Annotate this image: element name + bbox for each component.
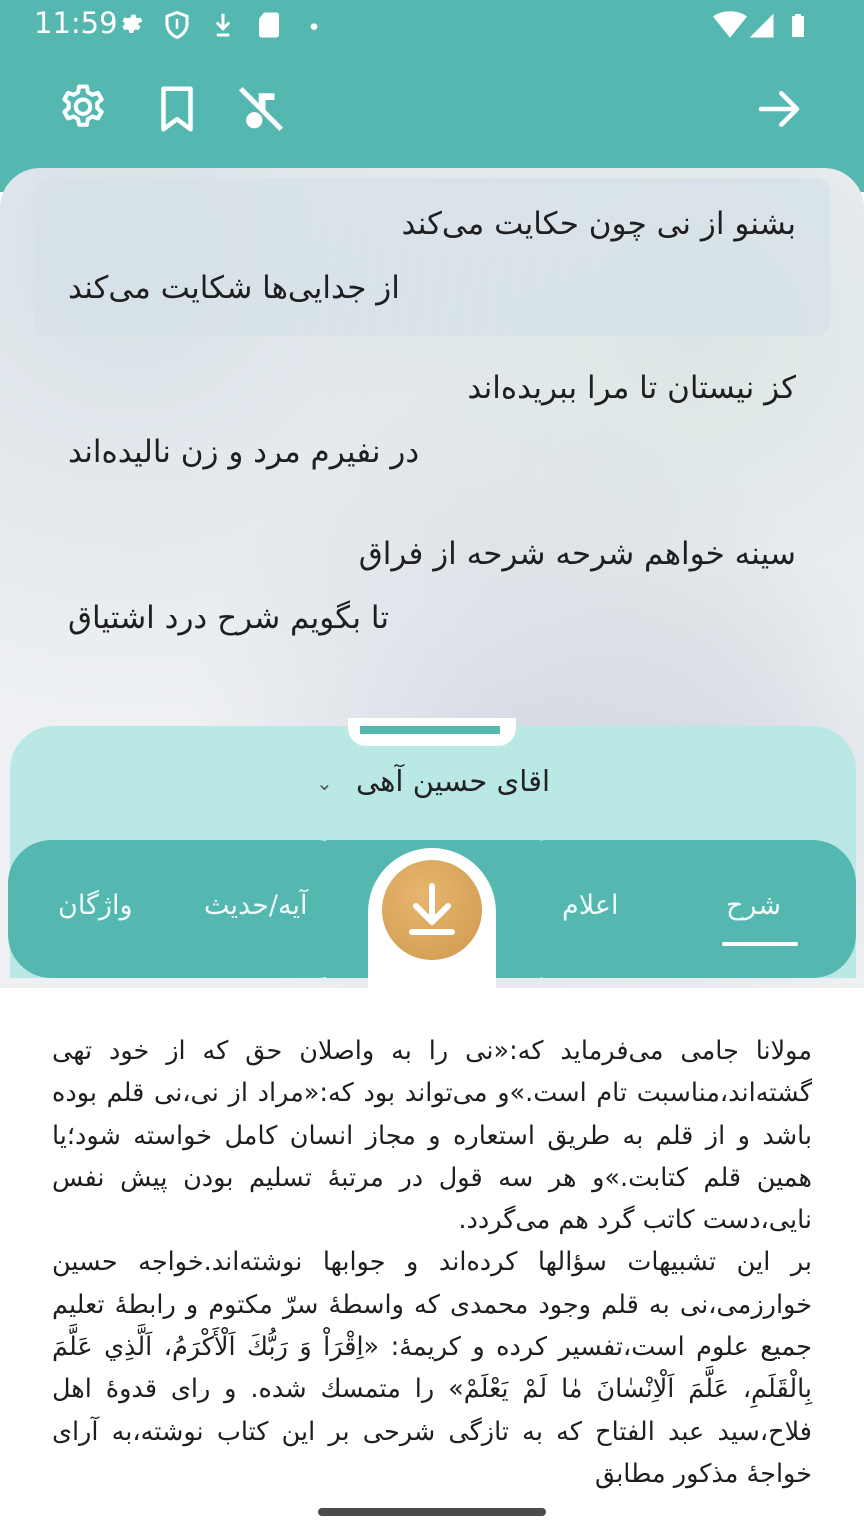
tab-bar bbox=[8, 840, 856, 978]
verse-hemistich-1: بشنو از نی چون حکایت می‌کند bbox=[401, 206, 796, 242]
status-bar bbox=[0, 0, 864, 52]
download-status-icon bbox=[208, 8, 238, 42]
chevron-down-icon: ⌄ bbox=[315, 771, 333, 795]
music-off-icon[interactable] bbox=[234, 82, 288, 136]
commentary-paragraph: مولانا جامی می‌فرماید که:«نی را به واصلان حق که از خود تهی گشته‌اند،مناسبت تام است.»و می‌تواند بود که:«مراد از نی،نی قلم بوده باشد و از قلم به طریق استعاره و مجاز انسان کامل خواسته شود؛یا همین قلم کتابت.»و هر سه قول در مرتبۀ تسلیم بودن پیش نفس نایی،دست کاتب گرد هم می‌گردد. bbox=[52, 1036, 812, 1236]
verse-hemistich-2: تا بگویم شرح درد اشتیاق bbox=[68, 600, 389, 636]
verse-hemistich-2: در نفیرم مرد و زن نالیده‌اند bbox=[68, 434, 420, 470]
signal-status-icon bbox=[746, 8, 776, 42]
home-indicator[interactable] bbox=[318, 1508, 546, 1516]
active-tab-indicator bbox=[722, 942, 798, 946]
reciter-selector[interactable] bbox=[10, 764, 856, 798]
tab-aye-hadith[interactable]: آیه/حدیث bbox=[204, 890, 308, 921]
verse-hemistich-2: از جدایی‌ها شکایت می‌کند bbox=[68, 270, 400, 306]
sheet-drag-handle[interactable] bbox=[360, 726, 500, 734]
settings-icon[interactable] bbox=[56, 82, 110, 136]
tab-vazhegan[interactable]: واژگان bbox=[58, 890, 133, 921]
tab-bar-right bbox=[496, 840, 856, 978]
bookmark-icon[interactable] bbox=[150, 82, 204, 136]
verse-row[interactable] bbox=[34, 358, 830, 478]
status-time: 11:59 bbox=[34, 6, 118, 40]
commentary-paragraph: بر این تشبیهات سؤالها کرده‌اند و جوابها نوشته‌اند.خواجه حسین خوارزمی،نی به قلم وجود محمدی که واسطۀ سرّ مکتوم و رابطۀ تعلیم جمیع علوم است،تفسیر کرده و کریمۀ: «اِقْرَاْ وَ رَبُّكَ اَلْأَكْرَمُ، اَلَّذِي عَلَّمَ بِالْقَلَمِ، عَلَّمَ اَلْاِنْسٰانَ مٰا لَمْ يَعْلَمْ» را متمسك شده. و رای قدوۀ اهل فلاح،سید عبد الفتاح که به تازگی شرحی بر این کتاب نوشته،به آرای خواجۀ مذکور مطابق bbox=[52, 1247, 812, 1489]
verse-hemistich-1: کز نیستان تا مرا ببریده‌اند bbox=[467, 370, 796, 406]
download-icon bbox=[382, 860, 482, 960]
tab-sharh[interactable]: شرح bbox=[726, 890, 781, 921]
commentary-text bbox=[52, 1030, 812, 1495]
dot-status-icon bbox=[304, 8, 324, 42]
tab-alam[interactable]: اعلام bbox=[562, 890, 619, 921]
shield-status-icon bbox=[162, 8, 192, 42]
settings-status-icon bbox=[116, 8, 146, 42]
verse-row-active[interactable] bbox=[34, 178, 830, 336]
arrow-forward-icon[interactable] bbox=[752, 82, 806, 136]
verse-row[interactable] bbox=[34, 524, 830, 644]
reciter-name: اقای حسین آهی bbox=[355, 764, 551, 798]
download-button[interactable] bbox=[382, 860, 482, 960]
battery-status-icon bbox=[786, 8, 810, 42]
verse-hemistich-1: سینه خواهم شرحه شرحه از فراق bbox=[358, 536, 796, 572]
sdcard-status-icon bbox=[254, 8, 284, 42]
wifi-status-icon bbox=[710, 8, 750, 42]
